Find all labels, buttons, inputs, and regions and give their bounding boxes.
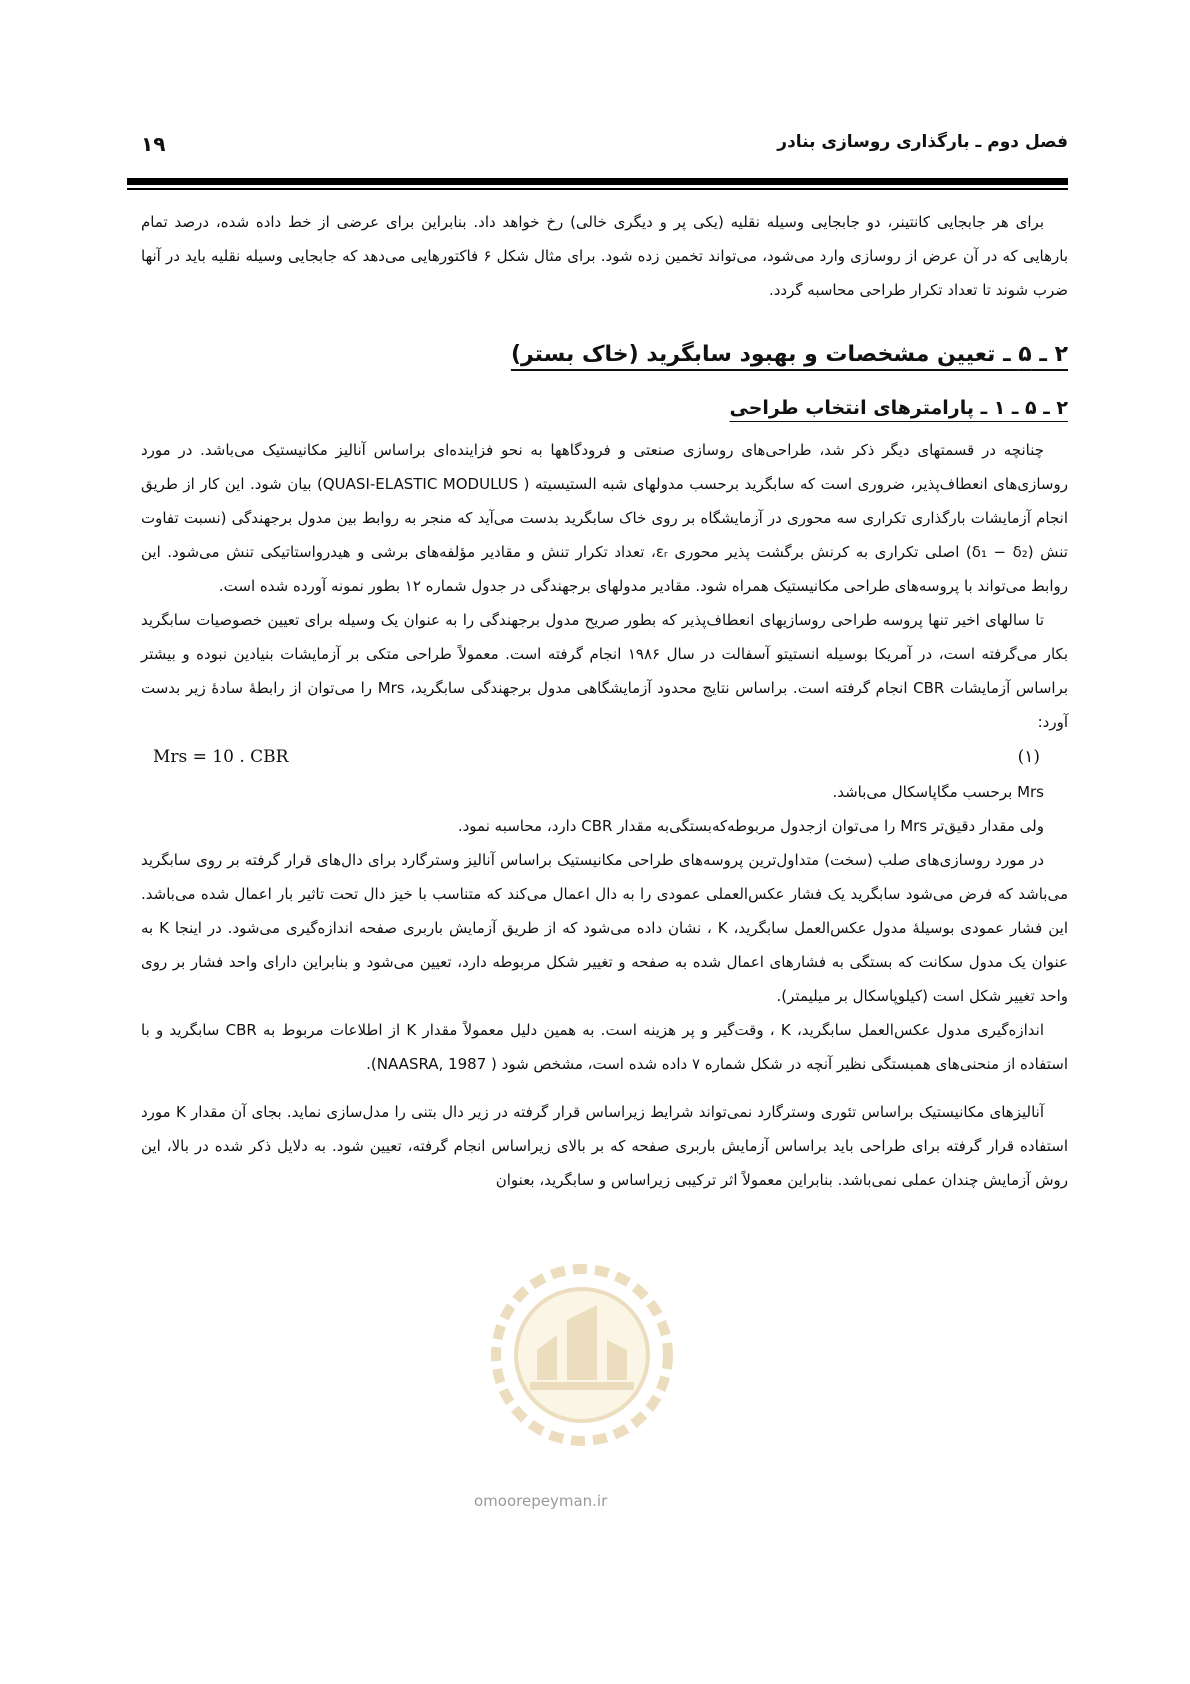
section-heading: ۲ ـ ۵ ـ تعیین مشخصات و بهبود سابگرید (خاک بستر) [510,342,1068,367]
equation [141,739,1068,775]
subsection-heading: ۲ ـ ۵ ـ ۱ ـ پارامترهای انتخاب طراحی [729,397,1068,419]
paragraph-gap [141,1081,1068,1095]
page-body [141,205,1068,1197]
equation-note: Mrs برحسب مگاپاسکال می‌باشد. [832,783,1044,801]
header-rule-thick [127,178,1068,185]
equation-number: (۱) [1017,747,1040,767]
intro-paragraph: برای هر جابجایی کانتینر، دو جابجایی وسیله نقلیه (یکی پر و دیگری خالی) رخ خواهد داد. بنابراین برای عرضی از خط داده شده، درصد تمام بارهایی که در آن عرض از روسازی وارد می‌شود، می‌تواند تخمین زده شود. برای مثال شکل ۶ فاکتورهایی می‌دهد که جابجایی وسیله نقلیه باید در آنها ضرب شوند تا تعداد تکرار طراحی محاسبه گردد. [141,213,1068,299]
watermark-logo [482,1250,682,1500]
body-paragraph: چنانچه در قسمتهای دیگر ذکر شد، طراحی‌های روسازی صنعتی و فرودگاهها به نحو فزاینده‌ای براساس آنالیز مکانیستیک می‌باشد. در مورد روسازی‌های انعطاف‌پذیر، ضروری است که سابگرید برحسب مدولهای شبه الستیسیته ( QUASI-ELASTIC MODULUS) بیان شود. این کار از طریق انجام آزمایشات بارگذاری تکراری سه محوری در آزمایشگاه بر روی خاک سابگرید بدست می‌آید که منجر به روابط بین مدول برجهندگی (نسبت تفاوت تنش (δ₁ − δ₂) اصلی تکراری به کرنش برگشت پذیر محوری εᵣ، تعداد تکرار تنش و مقادیر مؤلفه‌های برشی و هیدرواستاتیکی تنش می‌شود. این روابط می‌تواند با پروسه‌های طراحی مکانیستیک همراه شود. مقادیر مدولهای برجهندگی در جدول شماره ۱۲ بطور نمونه آورده شده است. [141,441,1068,595]
running-title: فصل دوم ـ بارگذاری روسازی بنادر [777,132,1068,152]
body-paragraph: اندازه‌گیری مدول عکس‌العمل سابگرید، K ، وقت‌گیر و پر هزینه است. به همین دلیل معمولاً مقدار K از اطلاعات مربوط به CBR سابگرید و با استفاده از منحنی‌های همبستگی نظیر آنچه در شکل شماره ۷ داده شده است، مشخص شود ( NAASRA, 1987). [141,1021,1068,1073]
page-header [127,122,1068,162]
equation-note: ولی مقدار دقیق‌تر Mrs را می‌توان ازجدول مربوطه‌که‌بستگی‌به مقدار CBR دارد، محاسبه نمود. [457,817,1044,835]
page-number: ۱۹ [141,132,166,156]
body-paragraph: آنالیزهای مکانیستیک براساس تئوری وسترگارد نمی‌تواند شرایط زیراساس قرار گرفته در زیر دال بتنی را مدل‌سازی نماید. بجای آن مقدار K مورد استفاده قرار گرفته برای طراحی باید براساس آزمایش باربری صفحه که بر بالای زیراساس انجام گرفته، تعیین شود. به دلایل ذکر شده در بالا، این روش آزمایش چندان عملی نمی‌باشد. بنابراین معمولاً اثر ترکیبی زیراساس و سابگرید، بعنوان [141,1103,1068,1189]
body-paragraph: تا سالهای اخیر تنها پروسه طراحی روسازیهای انعطاف‌پذیر که بطور صریح مدول برجهندگی را به عنوان یک وسیله برای تعیین خصوصیات سابگرید بکار می‌گرفته است، در آمریکا بوسیله انستیتو آسفالت در سال ۱۹۸۶ انجام گرفته است. معمولاً طراحی متکی بر آزمایشات بنیادین نبوده و بیشتر براساس آزمایشات CBR انجام گرفته است. براساس نتایج محدود آزمایشگاهی مدول برجهندگی سابگرید، Mrs را می‌توان از رابطهٔ سادهٔ زیر بدست آورد: [141,611,1069,731]
equation-text: Mrs = 10 . CBR [153,747,289,767]
header-rule-thin [127,188,1068,190]
body-paragraph: در مورد روسازی‌های صلب (سخت) متداول‌ترین پروسه‌های طراحی مکانیستیک براساس آنالیز وسترگارد برای دال‌های قرار گرفته بر روی سابگرید می‌باشد که فرض می‌شود سابگرید یک فشار عکس‌العملی عمودی را به دال اعمال می‌کند که متناسب با خیز دال تحت تاثیر بار اعمال شده می‌باشد. این فشار عمودی بوسیلهٔ مدول عکس‌العمل سابگرید، K ، نشان داده می‌شود که از طریق آزمایش باربری صفحه اندازه‌گیری می‌شود. در اینجا K به عنوان یک مدول سکانت که بستگی به فشارهای اعمال شده به صفحه و تغییر شکل مربوطه دارد، تعیین می‌شود و بنابراین دارای واحد فشار بر روی واحد تغییر شکل است (کیلوپاسکال بر میلیمتر). [141,851,1068,1005]
watermark-site: omoorepeyman.ir [474,1492,608,1510]
